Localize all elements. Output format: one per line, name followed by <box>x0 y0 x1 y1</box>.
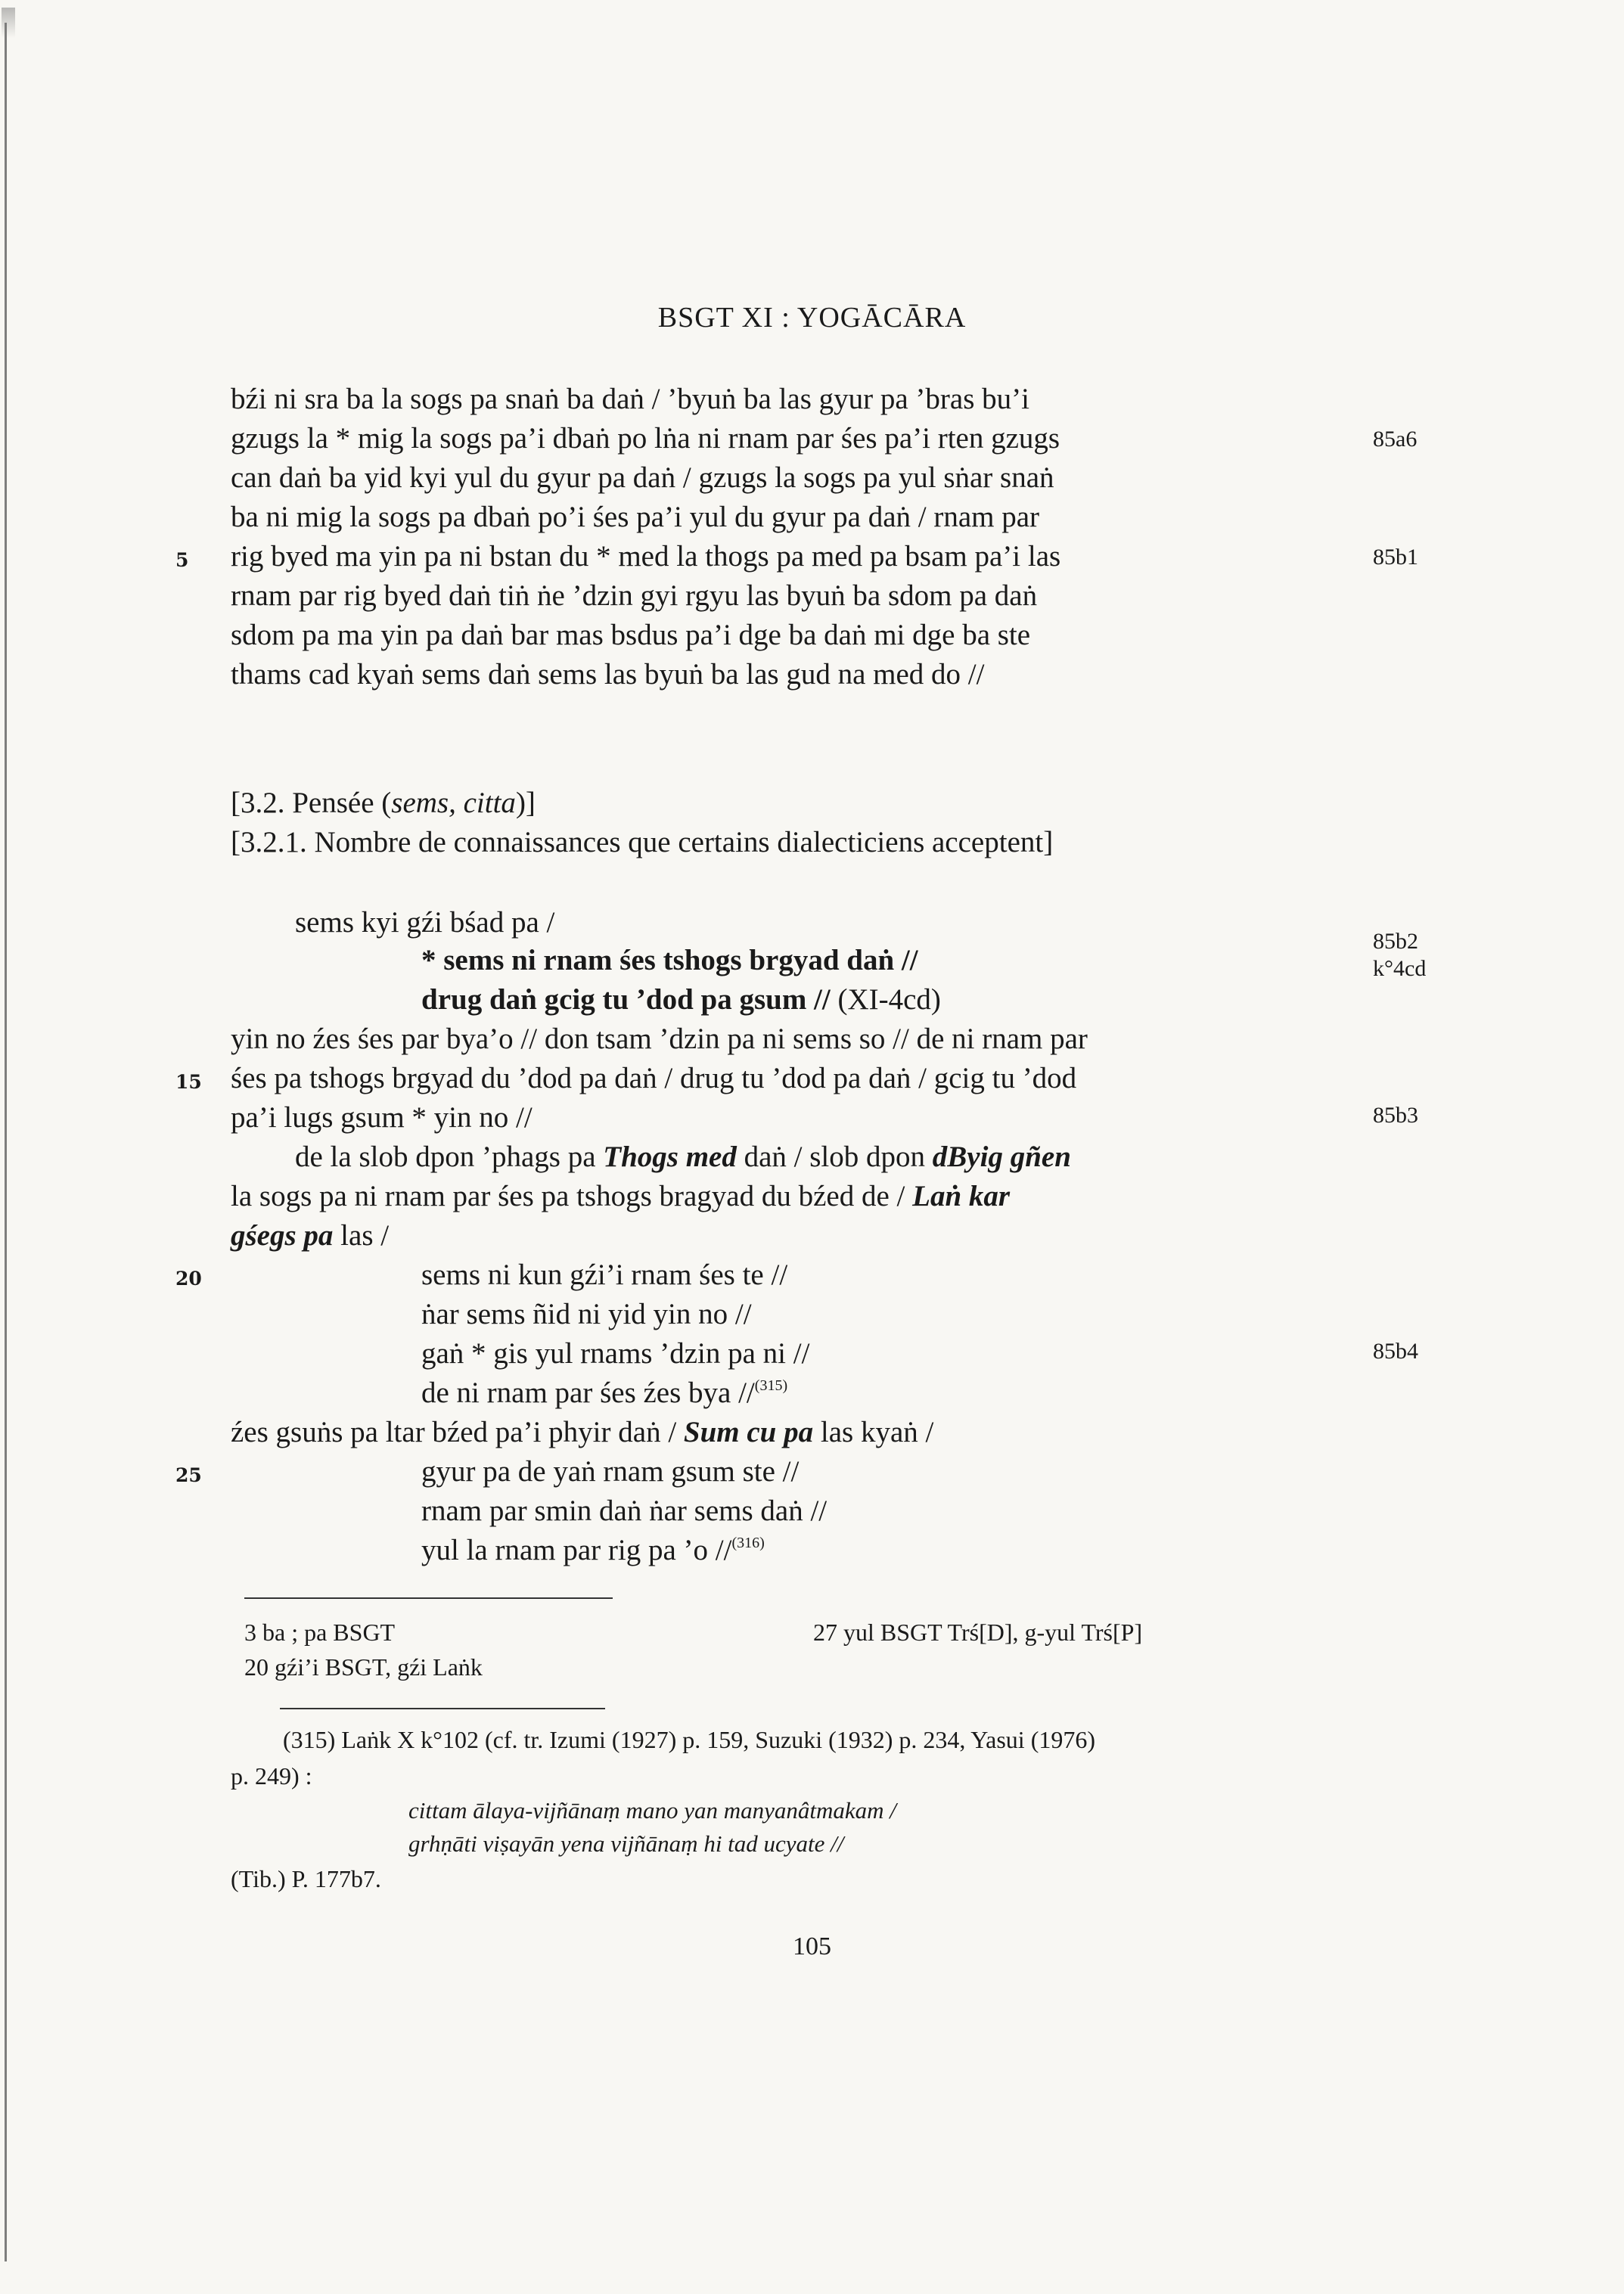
verse-line: sems ni kun gźi’i rnam śes te // <box>421 1259 788 1291</box>
verse-line: gyur pa de yaṅ rnam gsum ste // <box>421 1455 800 1488</box>
verse-intro: sems kyi gźi bśad pa / <box>295 906 555 939</box>
running-header: BSGT XI : YOGĀCĀRA <box>657 302 967 334</box>
text-line: źes gsuṅs pa ltar bźed pa’i phyir daṅ / Sum cu pa las kyaṅ / <box>231 1416 934 1448</box>
text-line: yin no źes śes par bya’o // don tsam ’dzin pa ni sems so // de ni rnam par <box>231 1023 1088 1055</box>
text-line: ba ni mig la sogs pa dbaṅ po’i śes pa’i yul du gyur pa daṅ / rnam par <box>231 501 1040 533</box>
verse-line: yul la rnam par rig pa ’o //$^{(316)}$ <box>421 1534 765 1566</box>
page-number: 105 <box>793 1932 831 1960</box>
apparatus-entry: 27 yul BSGT Trś[D], g-yul Trś[P] <box>813 1619 1143 1646</box>
text-line: bźi ni sra ba la sogs pa snaṅ ba daṅ / ’byuṅ ba las gyur pa ’bras bu’i <box>231 383 1029 415</box>
footnote-marker: (315) <box>754 1377 788 1394</box>
page-edge-mark <box>5 23 7 2261</box>
text-line: pa’i lugs gsum * yin no // <box>231 1101 533 1134</box>
section-heading: [3.2. Pensée (sems, citta)] <box>231 787 536 819</box>
margin-ref: 85a6 <box>1373 427 1418 452</box>
text-line: la sogs pa ni rnam par śes pa tshogs bragyad du bźed de / Laṅ kar <box>231 1180 1011 1212</box>
text-line: de la slob dpon ’phags pa Thogs med daṅ / slob dpon dByig gñen <box>295 1141 1071 1173</box>
text-line: gśegs pa las / <box>231 1219 390 1252</box>
text-line: thams cad kyaṅ sems daṅ sems las byuṅ ba las gud na med do // <box>231 658 985 691</box>
subsection-heading: [3.2.1. Nombre de connaissances que certains dialecticiens acceptent] <box>231 826 1054 858</box>
footnote-sanskrit: grhṇāti viṣayān yena vijñānaṃ hi tad ucyate // <box>408 1830 844 1857</box>
margin-ref: k°4cd <box>1373 956 1427 981</box>
footnote-marker: (316) <box>731 1535 765 1551</box>
verse-line: ṅar sems ñid ni yid yin no // <box>421 1298 752 1330</box>
margin-ref: 85b3 <box>1373 1103 1418 1128</box>
footnote-line: (315) Laṅk X k°102 (cf. tr. Izumi (1927) p. 159, Suzuki (1932) p. 234, Yasui (1976) <box>283 1726 1095 1753</box>
footnote-sanskrit: cittam ālaya-vijñānaṃ mano yan manyanâtmakam / <box>408 1797 896 1824</box>
line-number: 15 <box>175 1071 202 1093</box>
margin-ref: 85b4 <box>1373 1339 1418 1364</box>
line-number: 20 <box>175 1268 202 1290</box>
line-number: 5 <box>175 549 189 571</box>
verse-line: rnam par smin daṅ ṅar sems daṅ // <box>421 1495 828 1527</box>
verse-line: gaṅ * gis yul rnams ’dzin pa ni // <box>421 1337 810 1370</box>
text-line: rnam par rig byed daṅ tiṅ ṅe ’dzin gyi rgyu las byuṅ ba sdom pa daṅ <box>231 579 1038 612</box>
apparatus-entry: 20 gźi’i BSGT, gźi Laṅk <box>244 1653 483 1681</box>
footnote-line: p. 249) : <box>231 1762 312 1790</box>
verse-line-bold: * sems ni rnam śes tshogs brgyad daṅ // <box>421 944 918 976</box>
text-line: can daṅ ba yid kyi yul du gyur pa daṅ / gzugs la sogs pa yul sṅar snaṅ <box>231 461 1054 494</box>
footnote-line: (Tib.) P. 177b7. <box>231 1865 381 1892</box>
margin-ref: 85b1 <box>1373 545 1418 570</box>
page-corner-mark <box>2 8 15 38</box>
apparatus-entry: 3 ba ; pa BSGT <box>244 1619 396 1646</box>
text-line: śes pa tshogs brgyad du ’dod pa daṅ / drug tu ’dod pa daṅ / gcig tu ’dod <box>231 1062 1077 1094</box>
text-line: gzugs la * mig la sogs pa’i dbaṅ po lṅa ni rnam par śes pa’i rten gzugs <box>231 422 1060 455</box>
text-line: sdom pa ma yin pa daṅ bar mas bsdus pa’i dge ba daṅ mi dge ba ste <box>231 619 1031 651</box>
apparatus-rule <box>244 1597 613 1599</box>
margin-ref: 85b2 <box>1373 929 1418 954</box>
verse-line-bold: drug daṅ gcig tu ’dod pa gsum // (XI-4cd) <box>421 983 941 1016</box>
footnote-rule <box>280 1708 605 1709</box>
verse-line: de ni rnam par śes źes bya //$^{(315)}$ <box>421 1377 788 1409</box>
line-number: 25 <box>175 1464 202 1486</box>
text-line: rig byed ma yin pa ni bstan du * med la thogs pa med pa bsam pa’i las <box>231 540 1061 573</box>
